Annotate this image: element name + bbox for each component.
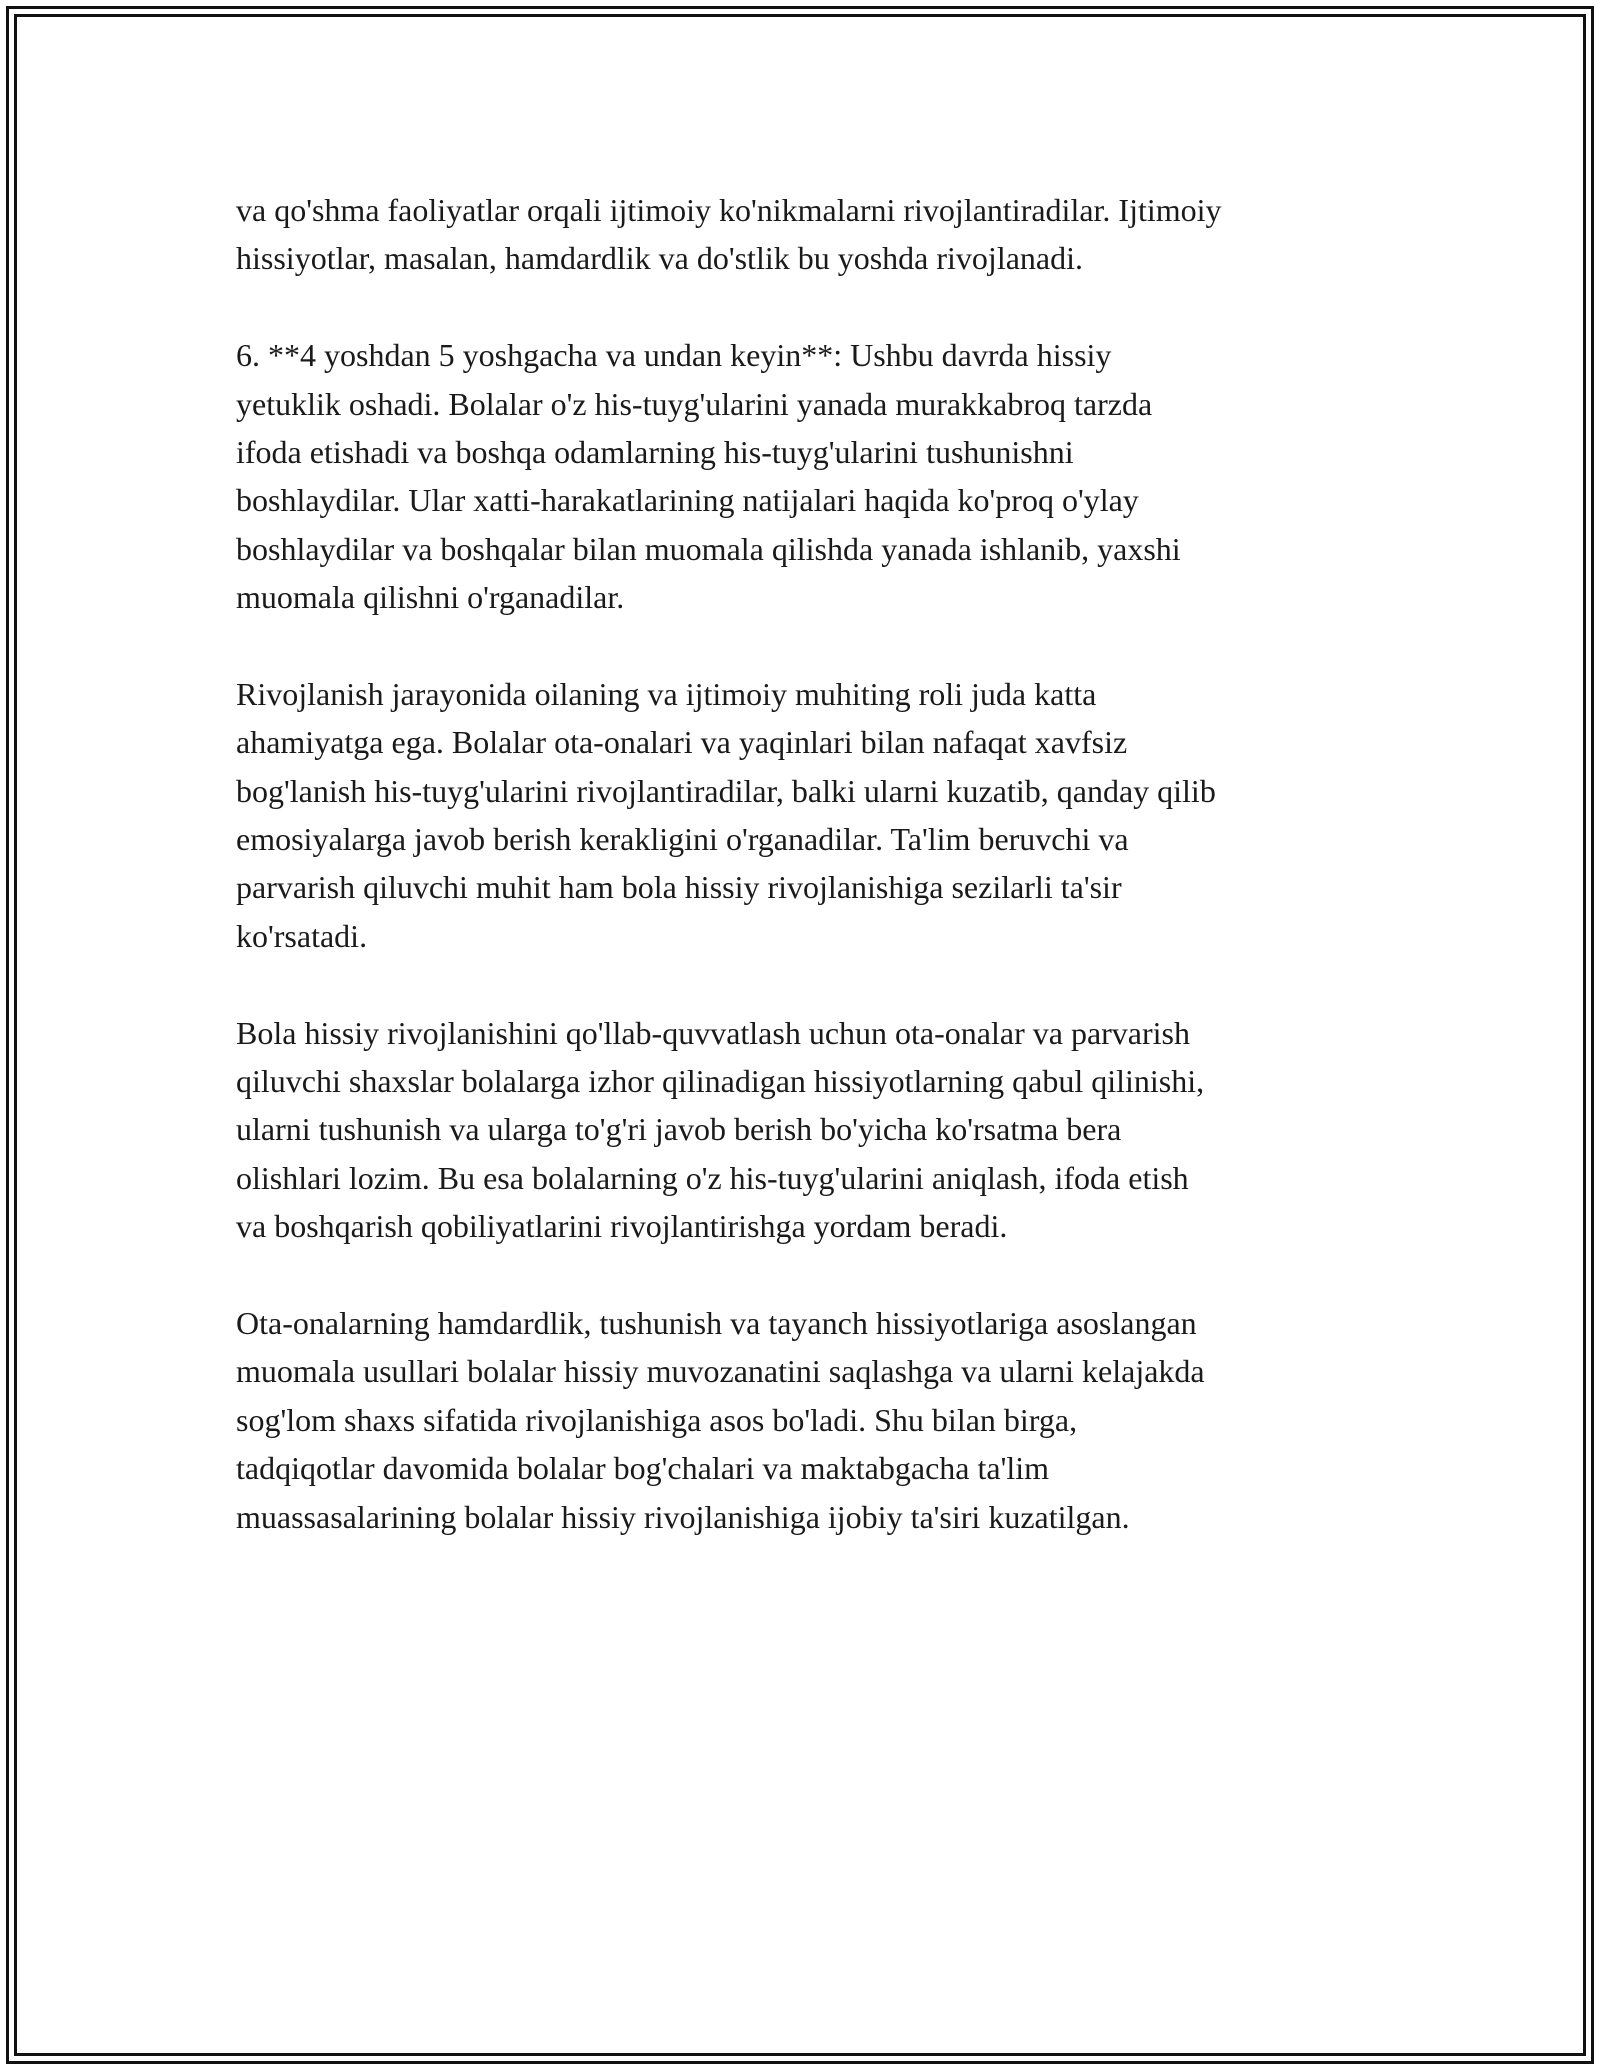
paragraph bbox=[236, 1009, 1386, 1251]
text-line: boshlaydilar. Ular xatti-harakatlarining natijalari haqida ko'proq o'ylay bbox=[236, 482, 1139, 519]
paragraph bbox=[236, 1299, 1386, 1541]
text-line: Bola hissiy rivojlanishini qo'llab-quvvatlash uchun ota-onalar va parvarish bbox=[236, 1014, 1190, 1051]
text-line: ko'rsatadi. bbox=[236, 917, 368, 954]
document-body bbox=[236, 186, 1386, 1541]
text-line: ularni tushunish va ularga to'g'ri javob berish bo'yicha ko'rsatma bera bbox=[236, 1111, 1122, 1148]
paragraph bbox=[236, 670, 1386, 960]
text-line: muassasalarining bolalar hissiy rivojlanishiga ijobiy ta'siri kuzatilgan. bbox=[236, 1498, 1130, 1535]
text-line: tadqiqotlar davomida bolalar bog'chalari va maktabgacha ta'lim bbox=[236, 1450, 1049, 1487]
text-line: sog'lom shaxs sifatida rivojlanishiga asos bo'ladi. Shu bilan birga, bbox=[236, 1401, 1078, 1438]
text-line: boshlaydilar va boshqalar bilan muomala qilishda yanada ishlanib, yaxshi bbox=[236, 530, 1181, 567]
paragraph-gap bbox=[236, 960, 1386, 1008]
paragraph bbox=[236, 186, 1386, 283]
text-line: qiluvchi shaxslar bolalarga izhor qilinadigan hissiyotlarning qabul qilinishi, bbox=[236, 1063, 1205, 1100]
text-line: bog'lanish his-tuyg'ularini rivojlantiradilar, balki ularni kuzatib, qanday qilib bbox=[236, 772, 1216, 809]
text-line: muomala usullari bolalar hissiy muvozanatini saqlashga va ularni kelajakda bbox=[236, 1353, 1205, 1390]
paragraph-gap bbox=[236, 622, 1386, 670]
text-line: va boshqarish qobiliyatlarini rivojlantirishga yordam beradi. bbox=[236, 1208, 1008, 1245]
text-line: Rivojlanish jarayonida oilaning va ijtimoiy muhiting roli juda katta bbox=[236, 675, 1097, 712]
text-line: ahamiyatga ega. Bolalar ota-onalari va yaqinlari bilan nafaqat xavfsiz bbox=[236, 724, 1128, 761]
text-line: olishlari lozim. Bu esa bolalarning o'z his-tuyg'ularini aniqlash, ifoda etish bbox=[236, 1159, 1189, 1196]
text-line: hissiyotlar, masalan, hamdardlik va do'stlik bu yoshda rivojlanadi. bbox=[236, 240, 1083, 277]
paragraph bbox=[236, 331, 1386, 621]
text-line: emosiyalarga javob berish kerakligini o'rganadilar. Ta'lim beruvchi va bbox=[236, 821, 1129, 858]
paragraph-gap bbox=[236, 1251, 1386, 1299]
text-line: yetuklik oshadi. Bolalar o'z his-tuyg'ularini yanada murakkabroq tarzda bbox=[236, 385, 1153, 422]
text-line: Ota-onalarning hamdardlik, tushunish va tayanch hissiyotlariga asoslangan bbox=[236, 1304, 1197, 1341]
text-line: ifoda etishadi va boshqa odamlarning his-tuyg'ularini tushunishni bbox=[236, 433, 1074, 470]
paragraph-gap bbox=[236, 283, 1386, 331]
text-line: parvarish qiluvchi muhit ham bola hissiy rivojlanishiga sezilarli ta'sir bbox=[236, 869, 1122, 906]
text-line: va qo'shma faoliyatlar orqali ijtimoiy ko'nikmalarni rivojlantiradilar. Ijtimoiy bbox=[236, 192, 1222, 228]
text-line: muomala qilishni o'rganadilar. bbox=[236, 579, 625, 616]
text-line: 6. **4 yoshdan 5 yoshgacha va undan keyin**: Ushbu davrda hissiy bbox=[236, 337, 1112, 374]
